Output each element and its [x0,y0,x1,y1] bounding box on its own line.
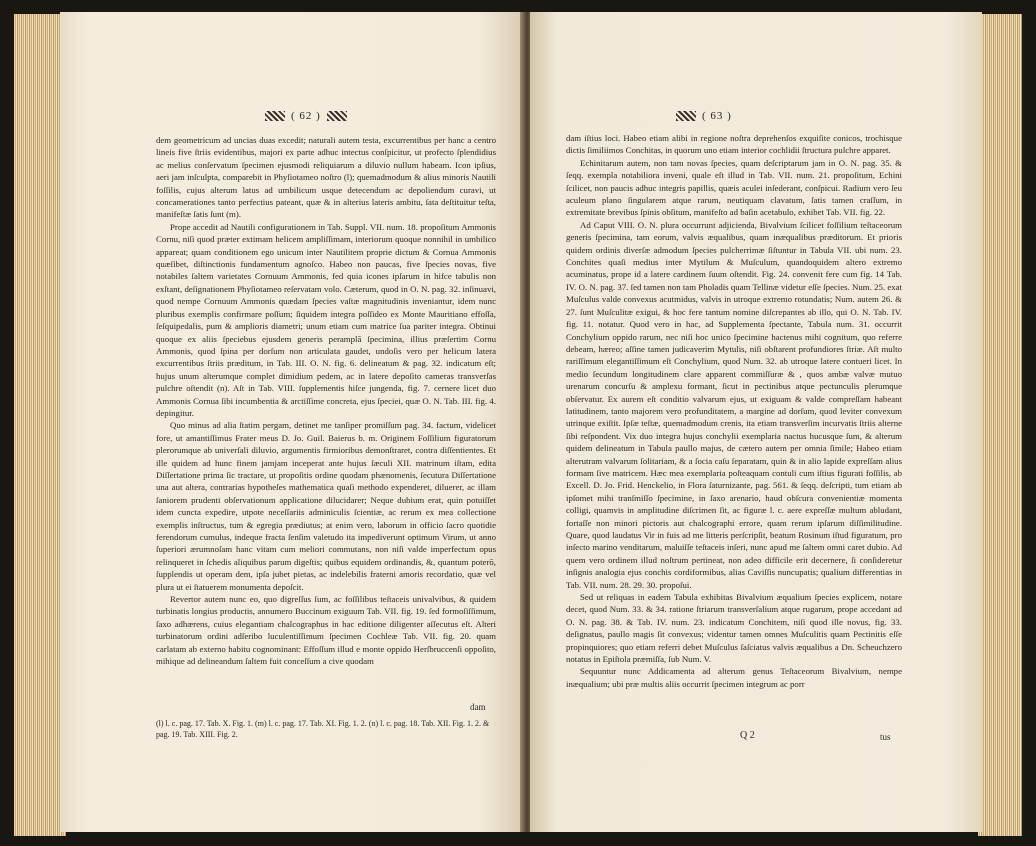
left-catchword: dam [470,702,486,712]
left-page-number: ( 62 ) [291,110,321,122]
right-catchword: tus [880,732,891,742]
paragraph: dam iſtius loci. Habeo etiam alibi in regione noſtra deprehenſos exquiſite conicos, trochisque dictis ſimiliimos Conchitas, in quorum uno etiam interior cochlidii ſtructura pulchre apparet. [566,133,902,156]
ornament-icon [327,111,347,121]
paragraph: Echinitarum autem, non tam novas ſpecies, quam deſcriptarum jam in O. N. pag. 35. & ſeqq. exempla notabiliora inveni, quale eſt illud in Tab. VII. num. 21. propoſitum, Echini ſcilicet, non paucis adhuc integris papillis, quæis aculei inſederant, conſpicui. Radium vero ſeu aculeum plano ſingularem atque rarum, neutiquam clavatum, ſatis tamen craſſum, in extremitate brevibus ſpinis obſitum, manifeſto ad baſin acetabulo, exhibet Tab. VII. fig. 22. [566,157,902,218]
right-page [530,12,982,832]
paragraph: Quo minus ad alia ſtatim pergam, detinet me tanſiper promiſſum pag. 34. factum, videlicet fore, ut amantiſſimus Frater meus D. Jo. Guil. Baierus b. m. Originem Foſſilium figuratorum plerorumque ab univerſali diluvio, argumentis firmioribus demonſtraret, contra diſſentientes. Et ille quidem ad hunc finem jamjam inceperat ante hujus ſæculi XII. matrinum iſtam, edita Diſſertatione prima ſic tractare, ut propoſitis ordine quodam phænomenis, ſecutura Diſſertatione una aut altera, contrarias hypotheſes mathematica quaſi methodo expenderet, diluerer, ac illam ſaniorem prudenti obſervationum applicatione dilucidarer; Neque dubium erat, quin potuiſſet idem cuncta expedire, utpote neceſſariis adminiculis ſcientiæ, ac rerum ex mea collectione exemplis inſtructus, tum & egregia prædiutus; at enim vero, laborum in officio ſacro quotidie ferendorum cumulus, indeque fracta ſenſim valetudo ita impediverunt optimum Virum, ut anno ſuperiori ærumnoſam hanc vitam cum meliori commutans, non niſi valde imperfectum opus relinqueret in ſchedis aliquibus parum digeſtis; quibus equidem ordinandis, &, quantum poterō, ſupplendis ut operam dem, ipſa jubet pietas, ac indelebilis fraterni amoris recordatio, quæ vel plura ut ei ſtatuerem monumenta depoſcit. [156,420,496,592]
left-footnotes: (l) l. c. pag. 17. Tab. X. Fig. 1. (m) l. c. pag. 17. Tab. XI. Fig. 1. 2. (n) l. c. pag. 18. Tab. XII. Fig. 1. 2. & pag. 19. Tab. XIII. Fig. 2. [156,719,490,739]
paragraph: Sed ut reliquas in eadem Tabula exhibitas Bivalvium æqualium ſpecies explicem, notare decet, quod Num. 33. & 34. ratione ſtriarum transverſalium atque rugarum, prope accedant ad O. N. pag. 38. & Tab. IV. num. 23. indicatum Conchitem, niſi quod ille novus, fig. 33. deſignatus, paullo magis ſit convexus; videntur tamen omnes Muſculitis quam Pectinitis eſſe propinquiores; quo etiam referri debet Muſculus ſaſciatus valvis æqualibus a Dn. Scheuchzero notatus in Epiſtola præmiſſa, ſub Num. V. [566,592,902,665]
paragraph: Revertor autem nunc eo, quo digreſſus ſum, ac foſſilibus teſtaceis univalvibus, & quidem turbinatis longius productis, annumero Buccinum exiguum Tab. VII. fig. 19. ſed formoſiſſimum, ſaxo adhærens, cuius elegantiam chalcographus in hac editione diligenter aſſecutus eſt. Alteri turbinatorum ordini adſeribo luculentiſſimum ſpecimen Cochleæ Tab. VII. fig. 20. quam carlatam ab externo habitu cognominant: Effoſſum illud e monte oppido Herſbruccenſi oppoſito, mihique ad delineandum ſaltem fuit conceſſum a cive quodam [156,594,496,667]
ornament-icon [676,111,696,121]
right-page-header [676,110,732,122]
signature-mark: Q 2 [740,730,755,741]
page-edges-right [978,14,1022,836]
left-page-body [156,134,496,667]
left-page [60,12,524,832]
paragraph: Ad Caput VIII. O. N. plura occurrunt adjicienda, Bivalvium ſcilicet foſſilium teſtaceorum generis ſpecimina, tam eorum, valvis æqualibus, quam inæqualibus præditorum. Et prioris quidem ordinis diverſæ admodum ſpecies pulcherrimæ ſiſtuntur in Tabula VII. ubi num. 23. Conchites quaſi medius inter Mytilum & Muſculum, quandoquidem altero extremo acuminatus, prope id a latere cardinem ſuum oſtendit. Fig. 24. convenit fere cum fig. 14 Tab. IV. O. N. pag. 37. ſed tamen non tam Pholadis quam Tellinæ videtur eſſe ſpecies. Num. 25. exat Muſculus valde convexus acutmidus, valvis in utroque extremo rotundatis; Num. autem 26. & 27. ſunt Muſculitæ exigui, & hoc fere tantum nomine diſcrepantes ab illo, qui O. N. Tab. IV. fig. 11. notatur. Quod vero in hac, ad Supplementa ſpectante, Tabula num. 31. occurrit Conchylium oppido rarum, nec niſi hoc unico ſpecimine hactenus mihi cognitum, quo referre debeam, hæreo; aſſine tamen judicaverim Mytulis, niſi obſtarent profundiores ſtriæ. Aſt multo rariſſimum elegantiſſimum eſt Conchylium, quod Num. 32. ab utroque latere contueri licet. In medio ſecundum longitudinem clare apparent commiſſuræ & , quos ambæ valvæ mutuo urenarum concurſu & amplexu formant, ſicut in pectinibus atque pectunculis plerumque obſervatur. Ex aurem eſt conditio valvarum ejus, ut exiguam & valde compreſſam habeant latitudinem, tanto majorem vero profunditatem, a margine ad dorſum, quod leviter convexum utrinque exiſtit. Ipſæ teſtæ, quemadmodum crenis, ita etiam transverſim incurvatis ſtriis alterne ſibi reſpondent. Vix duo integra hujus conchylii exemplaria nactus hucusque ſum, & alterum quidem delineatum in Tabula paullo majus, de cætero autem per omnia ſimile; Habeo etiam alterutram valvarum ſolitariam, & a ſocia caſu ſeparatam, quin & in alio lapide expreſſam alius formam ſive matricem. Hæc mea exemplaria poſteaquam contuli cum iſtius figurati foſſilis, ab Excell. D. Jo. Frid. Henckelio, in Flora ſaturnizante, pag. 561. & ſeqq. deſcripti, tum etiam ab ipſomet mihi tranſmiſſo ſpecimine, in ſaxo arenario, haud obſcura convenientiæ momenta colligi, quamvis in amplitudine diſcrimen ſit, ac figuræ l. c. aere expreſſæ multum abludant, fortaſſe non minori pictoris aut chalcographi errore, quam rerum ipſarum diſſimilitudine. Quare, quod laudatus Vir in fuis ad me litteris perſcripſit, beatum Rosinum iſtud figuratum, pro inſecto marino venditarum, maluiſſe teſtaceis inſeri, nunc apud me ſaltem omni caret dubio. Ad quem vero ordinem illud noſtrum pertineat, non adeo difficile erit decernere, ſi conſideretur inſignis analogia ejus conchis cordiformibus, alias Caviſſis nuncupatis; qualium differentias in Tab. VII. num. 28. 29. 30. propoſui. [566,219,902,590]
paragraph: Sequuntur nunc Addicamenta ad alterum genus Teſtaceorum Bivalvium, nempe inæqualium; ubi præ multis aliis occurrit ſpecimen integrum ac porr [566,666,902,689]
right-page-number: ( 63 ) [702,110,732,122]
paragraph: dem geometricum ad uncias duas excedit; naturali autem testa, excurrentibus per hanc a centro lineis five ſtriis evidentibus, majori ex parte adhuc intectus conſpicitur, ut profecto ſplendidius ac melius conſervatum ſpecimen ejusmodi reliquiarum a diluvio nullum habeam. Icon ipſius, aeri jam inſculpta, comparebit in Phyſiotameo noſtro (l); quemadmodum & alius minoris Nautili foſſilis, cujus alterum latus ad umbilicum usque detecendum ac depoliendum curavi, ut concamerationes tanto perfectius pateant, quæ & in alterius lateris ambitu, ſata deſtituitur teſta, manifeſtæ ſatis ſunt (m). [156,135,496,220]
open-book [8,6,1028,842]
left-page-header [265,110,347,122]
ornament-icon [265,111,285,121]
right-page-body [566,132,902,690]
paragraph: Prope accedit ad Nautili configurationem in Tab. Suppl. VII. num. 18. propoſitum Ammonis Cornu, niſi quod præter extimam helicem ampliſſimam, interiorum quoque nonnihil in umbilico appareat; quam conditionem ego unicum inter Nautilitem proprie dictum & Cornua Ammonis quæſibet, diſtinctionis fundamentum agnoſco. Habeo non paucas, five ſpecies novas, five notabiles ſaltem varietates Cornuum Ammonis, fed quia icones ipſarum in hifce tabulis non exſtant, deſignationem Phyſiotameo reſervatam volo. Cæterum, quod in O. N. pag. 32. inſinuavi, quod nempe Cornuum Ammonis quædam ſpecies vaſtæ magnitudinis inveniantur, idem nunc pluribus exemplis confirmare poſſum; ſiquidem integra poſſideo ex Monte Mauritiano effoſſa, ſeſquipedalis, pum & amplioris diametri; unum etiam cum matrice ſua pariter integra. Obtinui quoque ex aliis ſpeciebus ejusdem generis peramplā ſpecimina, illius præſertim Cornu Ammonis, quod ſpina per dorſum non articulata gaudet, undoſis vero per helicum latera excurrentibus ſtriis præditum, in Tab. III. O. N. fig. 6. delineatum & pag. 32. indicatum eſt; hujus unum alterumque complet dimidium pedem, ac in latere depoſito cameras transverſas pulchre oſtendit (n). Aſt in Tab. VIII. ſupplementis hiſce jungenda, fig. 7. cernere licet duo Ammonis Cornua ſibi incumbentia & arctiſſime concreta, ejus ſpeciei, quæ O. N. Tab. III. fig. 4. depingitur. [156,221,496,418]
page-edges-left [14,14,66,836]
